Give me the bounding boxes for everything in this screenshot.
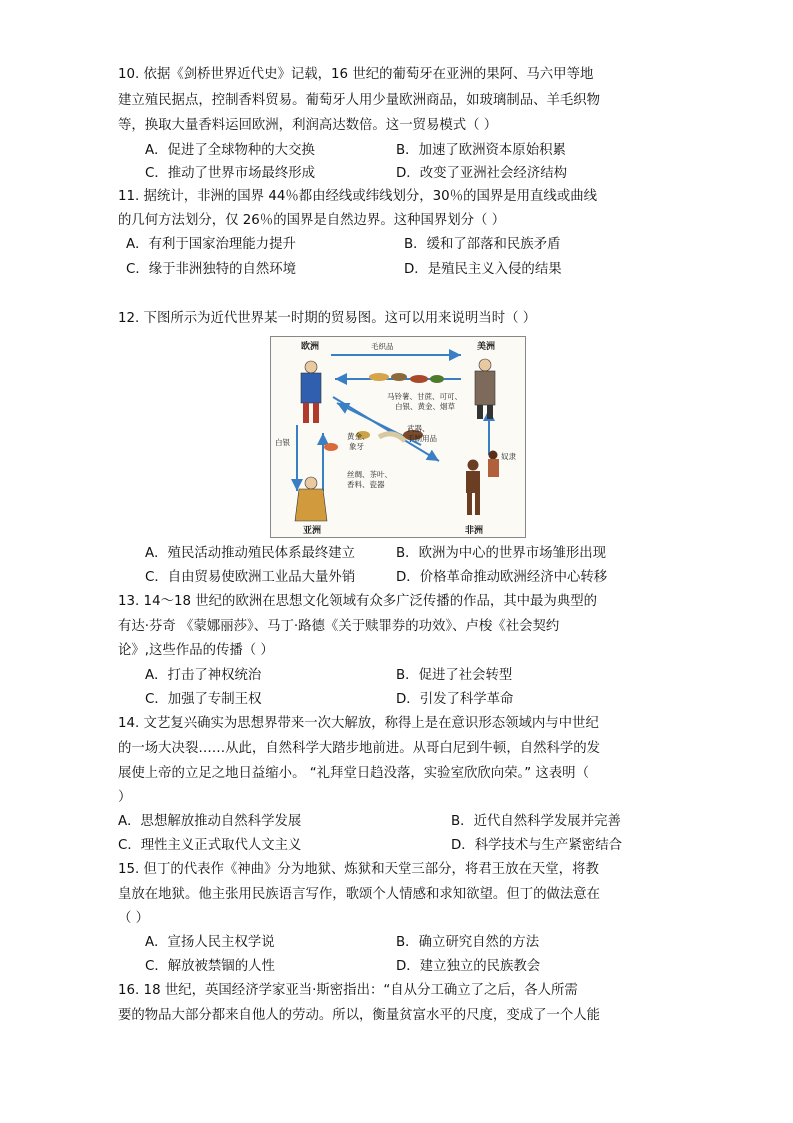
label-weapons-line1: 武器、 [407,424,430,433]
q13-option-a: A．打击了神权统治 [145,668,262,683]
q12-option-c: C．自由贸易使欧洲工业品大量外销 [145,570,356,585]
q10-option-a: A．促进了全球物种的大交换 [145,143,315,158]
label-africa: 非洲 [465,526,484,536]
label-america: 美洲 [477,342,496,352]
q10-stem-line1: 10. 依据《剑桥世界近代史》记载，16 世纪的葡萄牙在亚洲的果阿、马六甲等地 [118,67,594,82]
q14-stem-line4: ） [118,790,132,805]
q10-option-c: C．推动了世界市场最终形成 [145,166,316,181]
label-silver: 白银 [275,438,290,447]
q11-stem-line2: 的几何方法划分，仅 26％的国界是自然边界。这种国界划分（ ） [118,213,506,228]
q15-option-d: D．建立独立的民族教会 [396,959,541,974]
label-goods-line2: 白银、黄金、烟草 [395,402,455,411]
trade-diagram [270,336,526,538]
q14-option-d: D．科学技术与生产紧密结合 [451,838,622,853]
label-slaves: 奴隶 [501,452,516,461]
europe-figure [301,361,321,423]
q10-stem-line3: 等，换取大量香料运回欧洲，利润高达数倍。这一贸易模式（ ） [118,118,498,133]
q10-option-d: D．改变了亚洲社会经济结构 [396,166,567,181]
q14-option-c: C．理性主义正式取代人文主义 [118,838,302,853]
q12-option-a: A．殖民活动推动殖民体系最终建立 [145,546,356,561]
q10-stem-line2: 建立殖民据点，控制香料贸易。葡萄牙人用少量欧洲商品，如玻璃制品、羊毛织物 [118,93,601,108]
label-silk-line2: 香料、瓷器 [347,480,385,489]
label-weapons-line2: 手制用品 [407,434,437,443]
q13-option-d: D．引发了科学革命 [396,692,514,707]
q15-stem-line3: （ ） [118,911,150,926]
q13-stem-line2: 有达·芬奇 《蒙娜丽莎》、马丁·路德《关于赎罪券的功效》、卢梭《社会契约 [118,619,560,634]
label-asia: 亚洲 [303,526,322,536]
label-gold-line2: 象牙 [349,442,364,451]
q11-option-c: C．缘于非洲独特的自然环境 [126,262,297,277]
q15-option-b: B．确立研究自然的方法 [396,935,540,950]
q11-option-b: B．缓和了部落和民族矛盾 [404,237,561,252]
q10-option-b: B．加速了欧洲资本原始积累 [396,143,566,158]
label-silk-line1: 丝绸、茶叶、 [347,470,392,479]
q12-stem-line1: 12. 下图所示为近代世界某一时期的贸易图。这可以用来说明当时（ ） [118,311,537,326]
q15-option-a: A．宣扬人民主权学说 [145,935,275,950]
q13-stem-line1: 13. 14～18 世纪的欧洲在思想文化领域有众多广泛传播的作品，其中最为典型的 [118,594,597,609]
q11-option-a: A．有利于国家治理能力提升 [126,237,296,252]
q15-stem-line2: 皇放在地狱。他主张用民族语言写作，歌颂个人情感和求知欲望。但丁的做法意在 [118,887,601,902]
q16-stem-line2: 要的物品大部分都来自他人的劳动。所以，衡量贫富水平的尺度，变成了一个人能 [118,1008,601,1023]
q13-stem-line3: 论》,这些作品的传播（ ） [118,643,274,658]
label-gold-line1: 黄金、 [347,432,370,441]
america-figure [475,359,495,419]
q11-option-d: D．是殖民主义入侵的结果 [404,262,562,277]
q16-stem-line1: 16. 18 世纪，英国经济学家亚当·斯密指出：“自从分工确立了之后，各人所需 [118,983,578,998]
q14-option-b: B．近代自然科学发展并完善 [451,814,621,829]
q15-stem-line1: 15. 但丁的代表作《神曲》分为地狱、炼狱和天堂三部分，将君王放在天堂，将教 [118,862,599,877]
q13-option-b: B．促进了社会转型 [396,668,513,683]
q15-option-c: C．解放被禁锢的人性 [145,959,275,974]
q14-option-a: A．思想解放推动自然科学发展 [118,814,302,829]
q12-option-b: B．欧洲为中心的世界市场雏形出现 [396,546,607,561]
q12-option-d: D．价格革命推动欧洲经济中心转移 [396,570,608,585]
q14-stem-line2: 的一场大决裂……从此，自然科学大踏步地前进。从哥白尼到牛顿，自然科学的发 [118,741,601,756]
q13-option-c: C．加强了专制王权 [145,692,262,707]
q14-stem-line3: 展使上帝的立足之地日益缩小。 “礼拜堂日趋没落，实验室欣欣向荣。” 这表明（ [118,766,589,781]
label-wool: 毛织品 [371,342,394,351]
africa-figure [466,451,499,516]
label-goods-line1: 马铃薯、甘蔗、可可、 [387,392,462,401]
q14-stem-line1: 14. 文艺复兴确实为思想界带来一次大解放，称得上是在意识形态领域内与中世纪 [118,716,599,731]
q11-stem-line1: 11. 据统计，非洲的国界 44％都由经线或纬线划分，30％的国界是用直线或曲线 [118,189,597,204]
label-europe: 欧洲 [301,342,320,352]
